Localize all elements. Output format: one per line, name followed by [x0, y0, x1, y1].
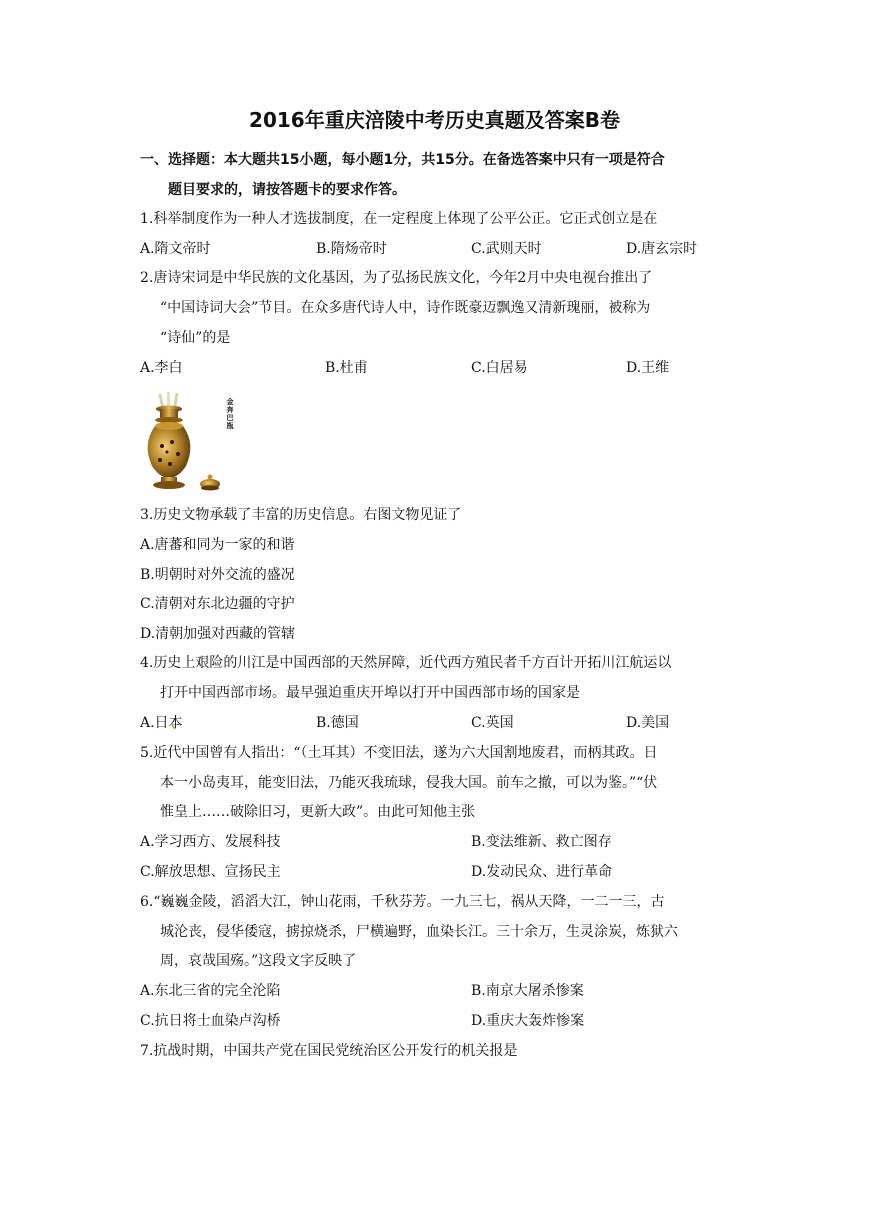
q4-option-b: B.德国: [316, 715, 359, 731]
section-instructions-line1: 一、选择题：本大题共15小题，每小题1分，共15分。在备选答案中只有一项是符合: [140, 152, 665, 168]
stray-mark-icon: [171, 724, 177, 730]
q2-stem-line2: “中国诗词大会”节目。在众多唐代诗人中，诗作既豪迈飘逸又清新瑰丽，被称为: [160, 300, 651, 316]
q6-stem-line3: 周，哀哉国殇。”这段文字反映了: [160, 953, 357, 969]
q2-option-b: B.杜甫: [325, 360, 368, 376]
q6-option-c: C.抗日将士血染卢沟桥: [140, 1013, 281, 1029]
q4-option-d: D.美国: [626, 715, 670, 731]
q2-stem-line3: “诗仙”的是: [160, 330, 231, 346]
q2-option-a: A.李白: [140, 360, 183, 376]
q3-option-b: B.明朝时对外交流的盛况: [140, 567, 295, 583]
page-title: 2016年重庆涪陵中考历史真题及答案B卷: [249, 108, 620, 132]
q1-option-b: B.隋炀帝时: [316, 241, 387, 257]
q2-option-d: D.王维: [626, 360, 670, 376]
artifact-caption: 金奔巴瓶: [226, 398, 235, 430]
q3-option-a: A.唐蕃和同为一家的和谐: [140, 537, 295, 553]
q4-option-c: C.英国: [471, 715, 514, 731]
q5-stem-line1: 5.近代中国曾有人指出：“（土耳其）不变旧法，遂为六大国割地废君，而柄其政。日: [140, 745, 658, 761]
q6-stem-line2: 城沦丧，侵华倭寇，掳掠烧杀，尸横遍野，血染长江。三十余万，生灵涂炭，炼狱六: [160, 924, 678, 940]
q1-option-a: A.隋文帝时: [140, 241, 211, 257]
q6-option-b: B.南京大屠杀惨案: [471, 983, 584, 999]
q2-option-c: C.白居易: [471, 360, 528, 376]
q5-option-a: A.学习西方、发展科技: [140, 834, 281, 850]
q1-stem: 1.科举制度作为一种人才选拔制度，在一定程度上体现了公平公正。它正式创立是在: [140, 211, 658, 227]
q5-option-d: D.发动民众、进行革命: [471, 864, 613, 880]
q7-stem: 7.抗战时期，中国共产党在国民党统治区公开发行的机关报是: [140, 1043, 518, 1059]
q1-option-c: C.武则天时: [471, 241, 542, 257]
section-instructions-line2: 题目要求的，请按答题卡的要求作答。: [168, 182, 406, 198]
q4-stem-line1: 4.历史上艰险的川江是中国西部的天然屏障，近代西方殖民者千方百计开拓川江航运以: [140, 655, 672, 671]
q5-option-c: C.解放思想、宣扬民主: [140, 864, 281, 880]
q4-option-a: A.日本: [140, 715, 183, 731]
q3-option-d: D.清朝加强对西藏的管辖: [140, 626, 296, 642]
q5-stem-line2: 本一小岛夷耳，能变旧法，乃能灭我琉球，侵我大国。前车之撤，可以为鉴。”“伏: [160, 775, 658, 791]
q6-option-a: A.东北三省的完全沦陷: [140, 983, 281, 999]
q6-stem-line1: 6.“巍巍金陵，滔滔大江，钟山花雨，千秋芬芳。一九三七，祸从天降，一二一三，古: [140, 894, 665, 910]
q3-option-c: C.清朝对东北边疆的守护: [140, 596, 295, 612]
q3-stem: 3.历史文物承载了丰富的历史信息。右图文物见证了: [140, 507, 462, 523]
q4-stem-line2: 打开中国西部市场。最早强迫重庆开埠以打开中国西部市场的国家是: [160, 685, 580, 701]
q2-stem-line1: 2.唐诗宋词是中华民族的文化基因，为了弘扬民族文化，今年2月中央电视台推出了: [140, 270, 653, 286]
q5-stem-line3: 惟皇上……破除旧习，更新大政”。由此可知他主张: [160, 804, 476, 820]
q1-option-d: D.唐玄宗时: [626, 241, 698, 257]
q6-option-d: D.重庆大轰炸惨案: [471, 1013, 585, 1029]
q5-option-b: B.变法维新、救亡图存: [471, 834, 612, 850]
